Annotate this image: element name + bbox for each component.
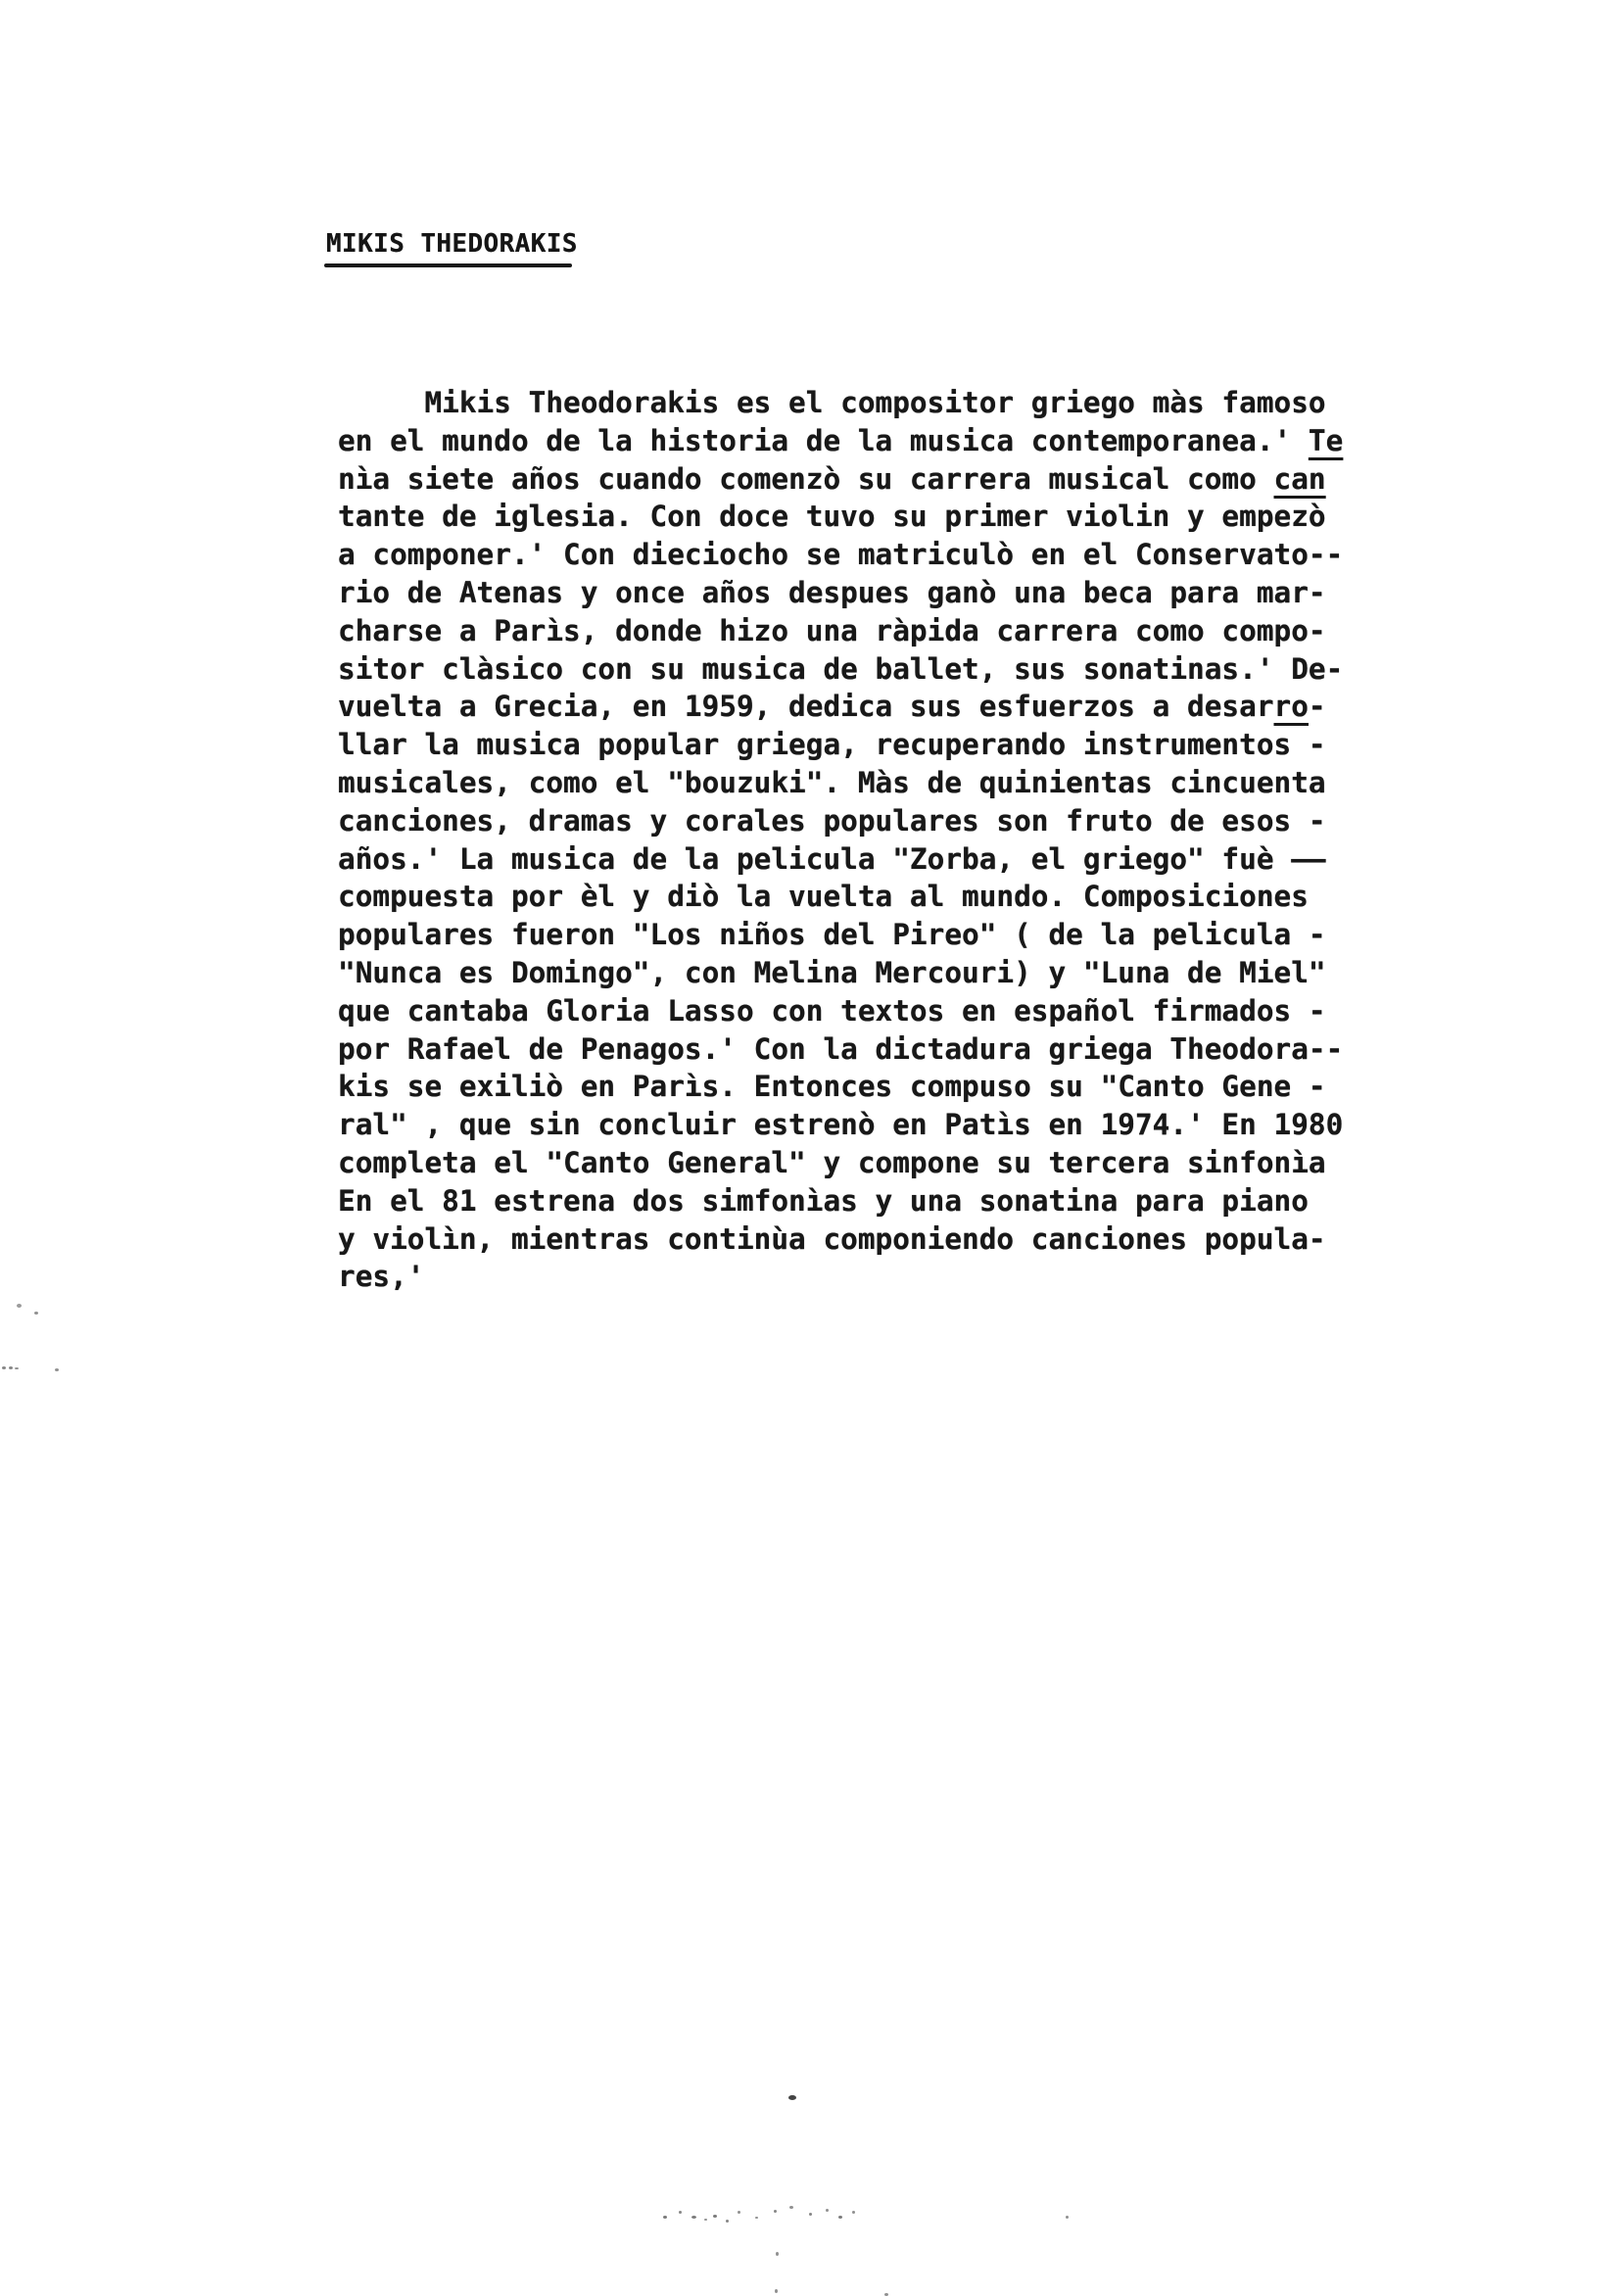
text-line: sitor clàsico con su musica de ballet, sus sonatinas.' De- (338, 651, 1344, 686)
scan-speck (852, 2211, 855, 2214)
text-line: charse a Parìs, donde hizo una ràpida carrera como compo- (338, 613, 1326, 647)
scan-speck (789, 2206, 793, 2209)
page-title: MIKIS THEDORAKIS (326, 229, 578, 259)
text-line: vuelta a Grecia, en 1959, dedica sus esfuerzos a desarro- (338, 690, 1326, 724)
scan-speck (776, 2252, 779, 2256)
scan-speck (55, 1368, 59, 1371)
scan-speck (826, 2209, 829, 2212)
text-line: En el 81 estrena dos simfonìas y una sonatina para piano (338, 1183, 1309, 1218)
body-text (338, 384, 1376, 1296)
scan-speck (704, 2219, 707, 2221)
scan-speck (788, 2095, 796, 2100)
text-line: y violìn, mientras continùa componiendo canciones popula- (338, 1221, 1326, 1256)
text-line: "Nunca es Domingo", con Melina Mercouri) y "Luna de Miel" (338, 955, 1326, 989)
text-line: populares fueron "Los niños del Pireo" ( de la pelicula - (338, 918, 1326, 952)
text-line: rio de Atenas y once años despues ganò una beca para mar- (338, 575, 1326, 609)
scan-speck (755, 2217, 758, 2219)
scan-speck (726, 2220, 729, 2223)
scan-speck (809, 2213, 812, 2216)
scan-speck (15, 1367, 19, 1369)
text-line: canciones, dramas y corales populares son fruto de esos - (338, 803, 1326, 837)
scan-speck (9, 1366, 13, 1369)
scan-speck (838, 2216, 842, 2219)
text-line: musicales, como el "bouzuki". Màs de quinientas cincuenta (338, 765, 1326, 799)
scan-speck (738, 2211, 740, 2214)
scan-speck (663, 2216, 667, 2219)
text-line: llar la musica popular griega, recuperando instrumentos - (338, 728, 1326, 762)
scan-speck (34, 1312, 38, 1315)
scan-speck (774, 2210, 777, 2213)
text-line: compuesta por èl y diò la vuelta al mundo. Composiciones (338, 880, 1309, 914)
scan-speck (17, 1304, 22, 1308)
scan-speck (775, 2289, 778, 2293)
scan-speck (1066, 2216, 1069, 2219)
text-line: res,' (338, 1260, 425, 1294)
scan-speck (2, 1366, 6, 1369)
text-line: kis se exiliò en Parìs. Entonces compuso su "Canto Gene - (338, 1070, 1326, 1104)
scan-speck (679, 2211, 682, 2214)
scan-speck (713, 2215, 717, 2218)
text-line: nìa siete años cuando comenzò su carrera musical como can (338, 461, 1326, 496)
text-line: por Rafael de Penagos.' Con la dictadura griega Theodora-- (338, 1031, 1344, 1066)
text-line: a componer.' Con dieciocho se matriculò en el Conservato-- (338, 538, 1344, 572)
text-line: que cantaba Gloria Lasso con textos en español firmados - (338, 993, 1326, 1028)
text-line: en el mundo de la historia de la musica contemporanea.' Te (338, 423, 1344, 457)
scan-speck (691, 2216, 696, 2219)
text-line: ral" , que sin concluir estrenò en Patìs en 1974.' En 1980 (338, 1108, 1344, 1142)
text-line: Mikis Theodorakis es el compositor griego màs famoso (338, 386, 1326, 419)
title-underline (324, 263, 572, 267)
text-line: completa el "Canto General" y compone su tercera sinfonìa (338, 1145, 1326, 1179)
text-line: años.' La musica de la pelicula "Zorba, el griego" fuè —— (338, 841, 1326, 876)
text-line: tante de iglesia. Con doce tuvo su primer violin y empezò (338, 500, 1326, 534)
